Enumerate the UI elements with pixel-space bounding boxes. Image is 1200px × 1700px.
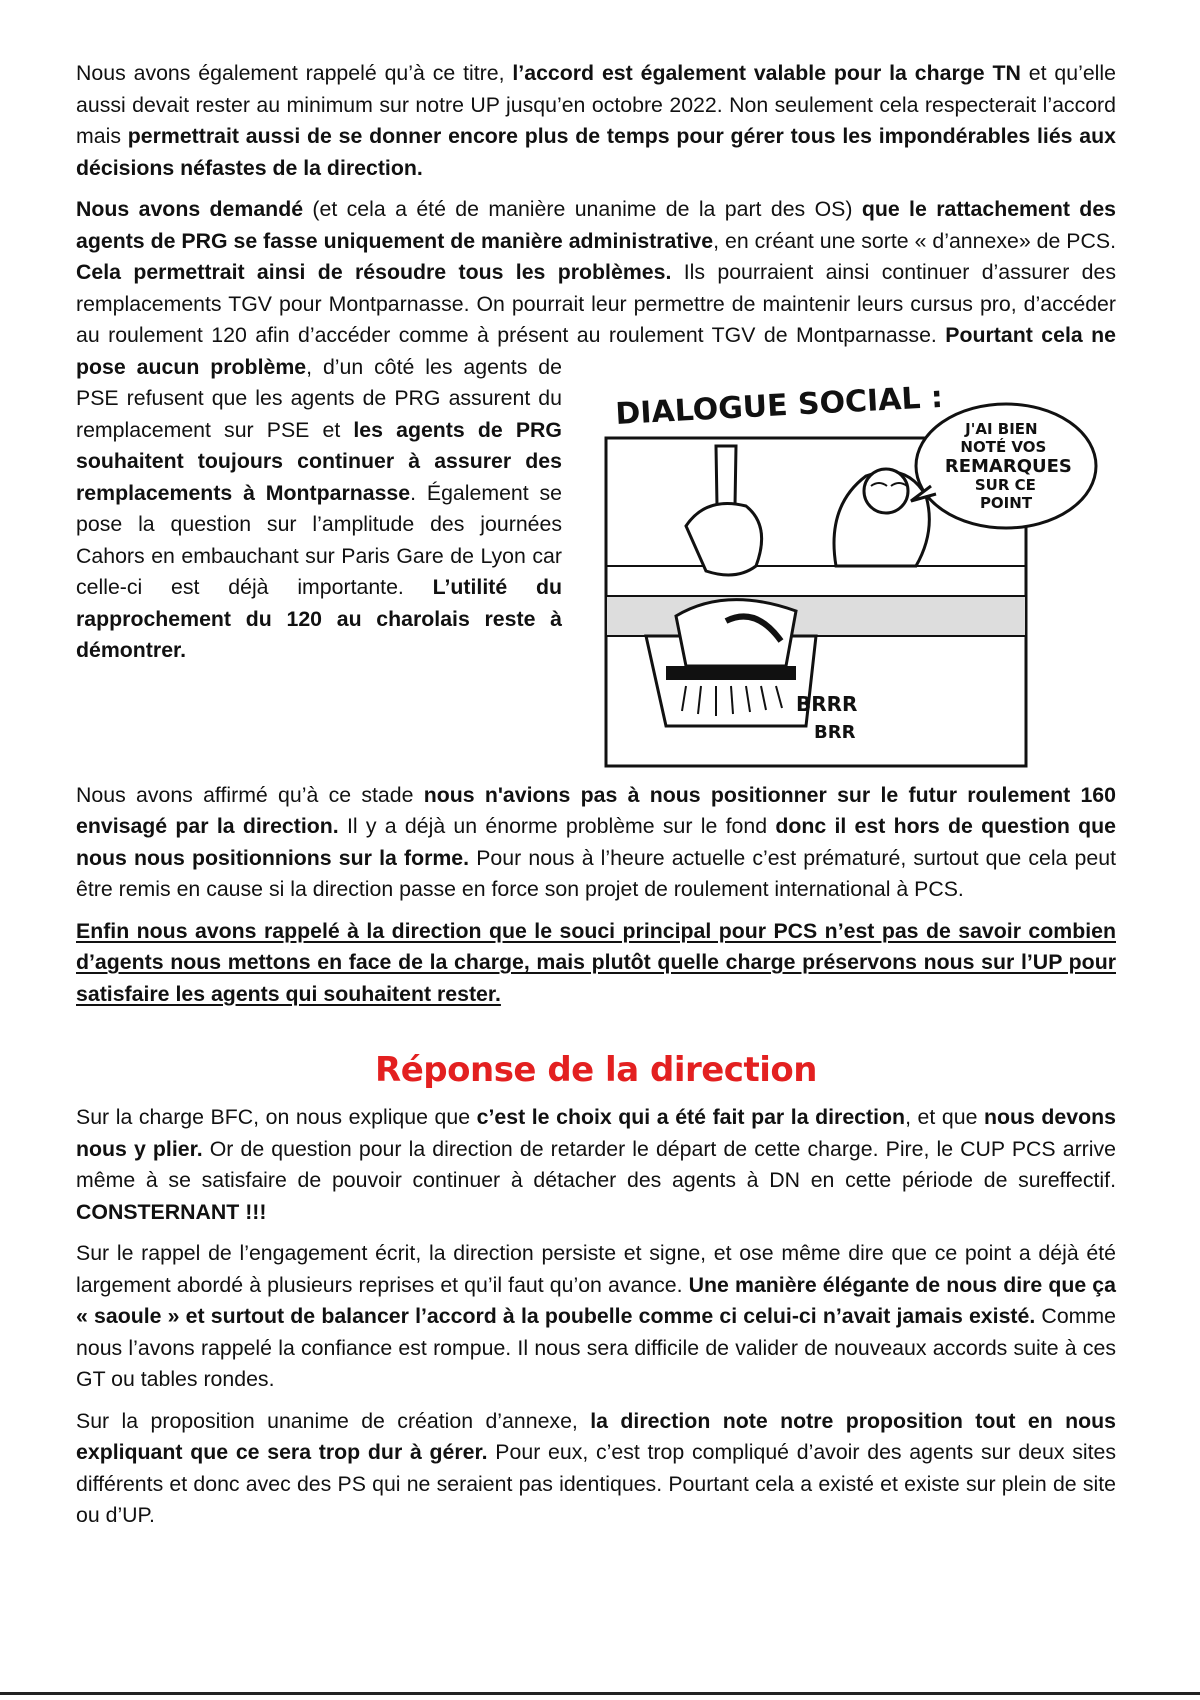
text: Pour nous à l’heure actuelle c’est prématuré, surtout que cela peut être remis en cause si la direction passe en force son projet de roulement international à PCS. [76,845,1116,901]
bold-text: Une manière élégante de nous dire que ça « saoule » et surtout de balancer l’accord à la poubelle comme ci celui-ci n’avait jamais existé. [76,1272,1116,1328]
bold-text: nous n'avions pas à nous positionner sur le futur roulement 160 envisagé par la direction. [76,782,1116,838]
paragraph-roulement-160 [76,780,1116,906]
text: Sur la proposition unanime de création d’annexe, [76,1408,591,1433]
bold-text: donc il est hors de question que nous nous positionnions sur la forme. [76,814,1116,870]
text: Pour eux, c’est trop compliqué d’avoir des agents sur deux sites différents et donc avec des PS qui ne seraient pas identiques. Pourtant cela a existé et existe sur plein de site ou d’UP. [76,1440,1116,1527]
sound-effect-2: BRR [814,721,856,743]
text: Or de question pour la direction de retarder le départ de cette charge. Pire, le CUP PCS arrive même à se satisfaire de pouvoir continuer à détacher des agents à DN en cette période de sureffectif. [76,1136,1116,1192]
bold-text: Cela permettrait ainsi de résoudre tous les problèmes. [76,260,672,284]
paragraph-rattachement-prg [76,194,1117,743]
text: Sur la charge BFC, on nous explique que [76,1105,477,1129]
bold-text: CONSTERNANT !!! [76,1199,267,1224]
paragraph-accord-tn [76,58,1116,184]
text: Nous avons affirmé qu’à ce stade [76,782,424,807]
text: , en créant une sorte « d’annexe» de PCS. [713,228,1116,253]
bold-text: que le rattachement des agents de PRG se fasse uniquement de manière administrative [76,197,1117,253]
text: Il y a déjà un énorme problème sur le fond [338,814,776,838]
cartoon-title: DIALOGUE SOCIAL : [614,379,944,432]
bold-text: nous devons nous y plier. [76,1105,1116,1161]
underlined-text: Enfin nous avons rappelé à la direction que le souci principal pour PCS n’est pas de savoir combien d’agents nous mettons en face de la charge, mais plutôt quelle charge préservons nous sur l’UP pour satisfaire les agents qui souhaitent rester. [76,918,1116,1006]
paragraph-charge-bfc [76,1102,1116,1228]
bold-text: L’utilité du rapprochement du 120 au charolais reste à démontrer. [76,575,562,662]
text: , et que [905,1105,984,1129]
text: , d’un côté les agents de PSE refusent que les agents de PRG assurent du remplacement sur PSE et [76,354,562,442]
bold-text: la direction note notre proposition tout en nous expliquant que ce sera trop dur à gérer. [76,1408,1116,1464]
text: Sur le rappel de l’engagement écrit, la direction persiste et signe, et ose même dire que ce point a déjà été largement abordé à plusieurs reprises et qu’il faut qu’on avance. [76,1241,1116,1297]
text: . Également se pose la question sur l’amplitude des journées Cahors en embauchant sur Paris Gare de Lyon car celle-ci est déjà importante. [76,480,562,599]
bold-text: les agents de PRG souhaitent toujours continuer à assurer des remplacements à Montparnasse [76,417,562,505]
page-bottom-rule [0,1692,1200,1695]
section-title-reponse-direction: Réponse de la direction [375,1050,817,1090]
speech-bubble-text: J'AI BIEN NOTÉ VOS REMARQUES SUR CE POINT [944,419,1072,512]
cartoon-dialogue-social [586,366,1116,774]
text: (et cela a été de manière unanime de la part des OS) [303,197,862,221]
sound-effect-1: BRRR [796,691,858,716]
paragraph-souci-principal [76,916,1116,1011]
bold-text: c’est le choix qui a été fait par la direction [476,1105,906,1129]
paragraph-engagement-ecrit [76,1238,1116,1396]
text: Comme nous l’avons rappelé la confiance est rompue. Il nous sera difficile de valider de nouveaux accords suite à ces GT ou tables rondes. [76,1304,1116,1391]
bold-text: Pourtant cela ne pose aucun problème [76,323,1116,379]
text: et qu’elle aussi devait rester au minimum sur notre UP jusqu’en octobre 2022. Non seulement cela respecterait l’accord mais [76,61,1116,148]
bold-text: Nous avons demandé [76,197,304,221]
paragraph-creation-annexe [76,1406,1116,1532]
text: Ils pourraient ainsi continuer d’assurer des remplacements TGV pour Montparnasse. On pourrait leur permettre de maintenir leurs cursus pro, d’accéder au roulement 120 afin d’accéder comme à présent au roulement TGV de Montparnasse. [76,260,1116,347]
bold-text: permettrait aussi de se donner encore plus de temps pour gérer tous les impondérables liés aux décisions néfastes de la direction. [76,124,1116,180]
text: Nous avons également rappelé qu’à ce titre, [76,61,513,85]
document-body [76,58,1116,1542]
bold-text: l’accord est également valable pour la charge TN [512,61,1021,85]
